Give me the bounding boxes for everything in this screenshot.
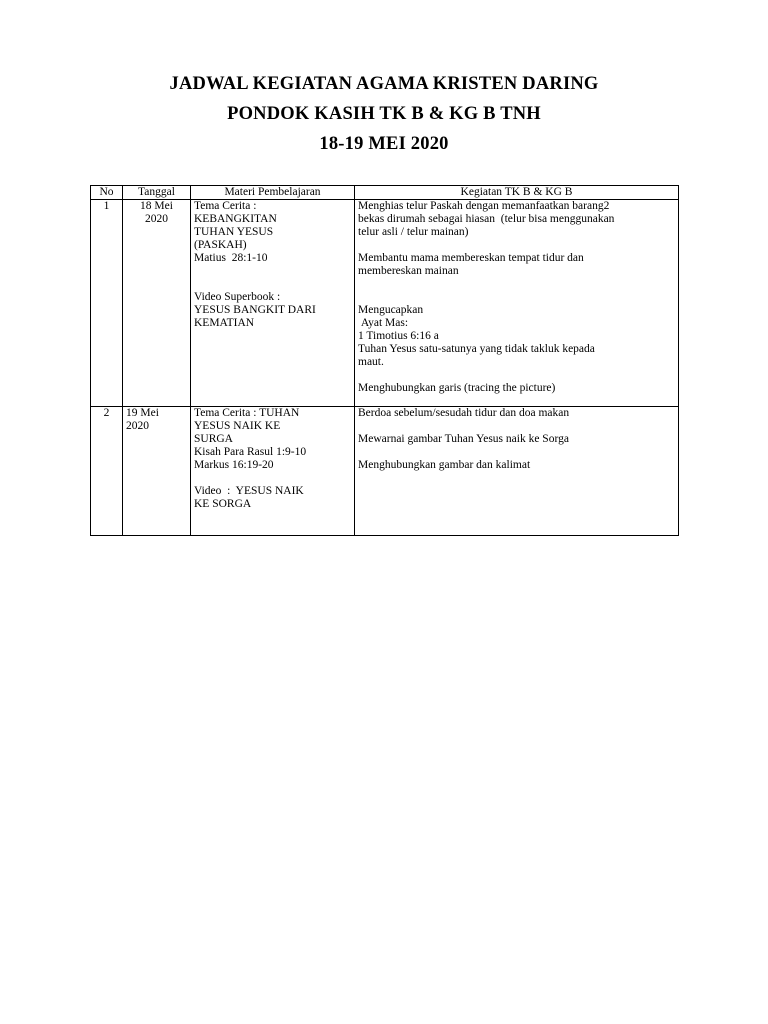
paragraph-gap: [358, 420, 675, 433]
paragraph-gap: [358, 291, 675, 304]
materi-line: Matius 28:1-10: [194, 252, 268, 264]
header-no: No: [91, 186, 123, 200]
paragraph-gap: [194, 265, 351, 278]
header-kegiatan: Kegiatan TK B & KG B: [355, 186, 679, 200]
paragraph-gap: [194, 472, 351, 485]
paragraph-gap: [358, 369, 675, 382]
materi-line: Video Superbook :: [194, 291, 281, 303]
table-row: [91, 200, 679, 407]
materi-line: KEMATIAN: [194, 317, 255, 329]
row-kegiatan: [355, 407, 679, 536]
materi-line: Tema Cerita : TUHAN: [194, 407, 300, 419]
kegiatan-line: Menghubungkan garis (tracing the picture): [358, 382, 556, 394]
kegiatan-line: Menghubungkan gambar dan kalimat: [358, 459, 531, 471]
row-kegiatan: [355, 200, 679, 407]
materi-line: KE SORGA: [194, 498, 252, 510]
header-tanggal: Tanggal: [123, 186, 191, 200]
paragraph-gap: [358, 239, 675, 252]
kegiatan-line: Membantu mama membereskan tempat tidur dan: [358, 252, 584, 264]
paragraph-gap: [194, 278, 351, 291]
materi-line: YESUS BANGKIT DARI: [194, 304, 316, 316]
kegiatan-line: Menghias telur Paskah dengan memanfaatkan barang2: [358, 200, 610, 212]
materi-line: (PASKAH): [194, 239, 247, 251]
document-title-line-2: PONDOK KASIH TK B & KG B TNH: [227, 104, 541, 124]
kegiatan-line: telur asli / telur mainan): [358, 226, 469, 238]
row-number: 1: [91, 200, 123, 407]
date-line: 19 Mei: [126, 407, 159, 419]
kegiatan-line: Ayat Mas:: [358, 317, 409, 329]
row-date: [123, 200, 191, 407]
row-number: 2: [91, 407, 123, 536]
materi-line: Markus 16:19-20: [194, 459, 274, 471]
date-line: 2020: [126, 420, 149, 432]
materi-line: TUHAN YESUS: [194, 226, 274, 238]
header-materi: Materi Pembelajaran: [191, 186, 355, 200]
row-materi: [191, 407, 355, 536]
materi-line: SURGA: [194, 433, 233, 445]
schedule-table: [90, 185, 679, 536]
row-materi: [191, 200, 355, 407]
kegiatan-line: Mewarnai gambar Tuhan Yesus naik ke Sorga: [358, 433, 569, 445]
kegiatan-line: maut.: [358, 356, 384, 368]
kegiatan-line: Mengucapkan: [358, 304, 424, 316]
materi-line: KEBANGKITAN: [194, 213, 277, 225]
paragraph-gap: [358, 278, 675, 291]
materi-line: Video : YESUS NAIK: [194, 485, 304, 497]
document-title-line-3: 18-19 MEI 2020: [319, 134, 449, 154]
document-title-line-1: JADWAL KEGIATAN AGAMA KRISTEN DARING: [169, 74, 599, 94]
kegiatan-line: Berdoa sebelum/sesudah tidur dan doa makan: [358, 407, 570, 419]
date-line: 18 Mei: [140, 200, 173, 212]
materi-line: YESUS NAIK KE: [194, 420, 281, 432]
kegiatan-line: membereskan mainan: [358, 265, 459, 277]
date-line: 2020: [145, 213, 168, 225]
materi-line: Kisah Para Rasul 1:9-10: [194, 446, 307, 458]
kegiatan-line: bekas dirumah sebagai hiasan (telur bisa menggunakan: [358, 213, 615, 225]
kegiatan-line: 1 Timotius 6:16 a: [358, 330, 439, 342]
table-header-row: [91, 186, 679, 200]
kegiatan-line: Tuhan Yesus satu-satunya yang tidak takluk kepada: [358, 343, 595, 355]
row-date: [123, 407, 191, 536]
paragraph-gap: [358, 446, 675, 459]
materi-line: Tema Cerita :: [194, 200, 257, 212]
table-row: [91, 407, 679, 536]
